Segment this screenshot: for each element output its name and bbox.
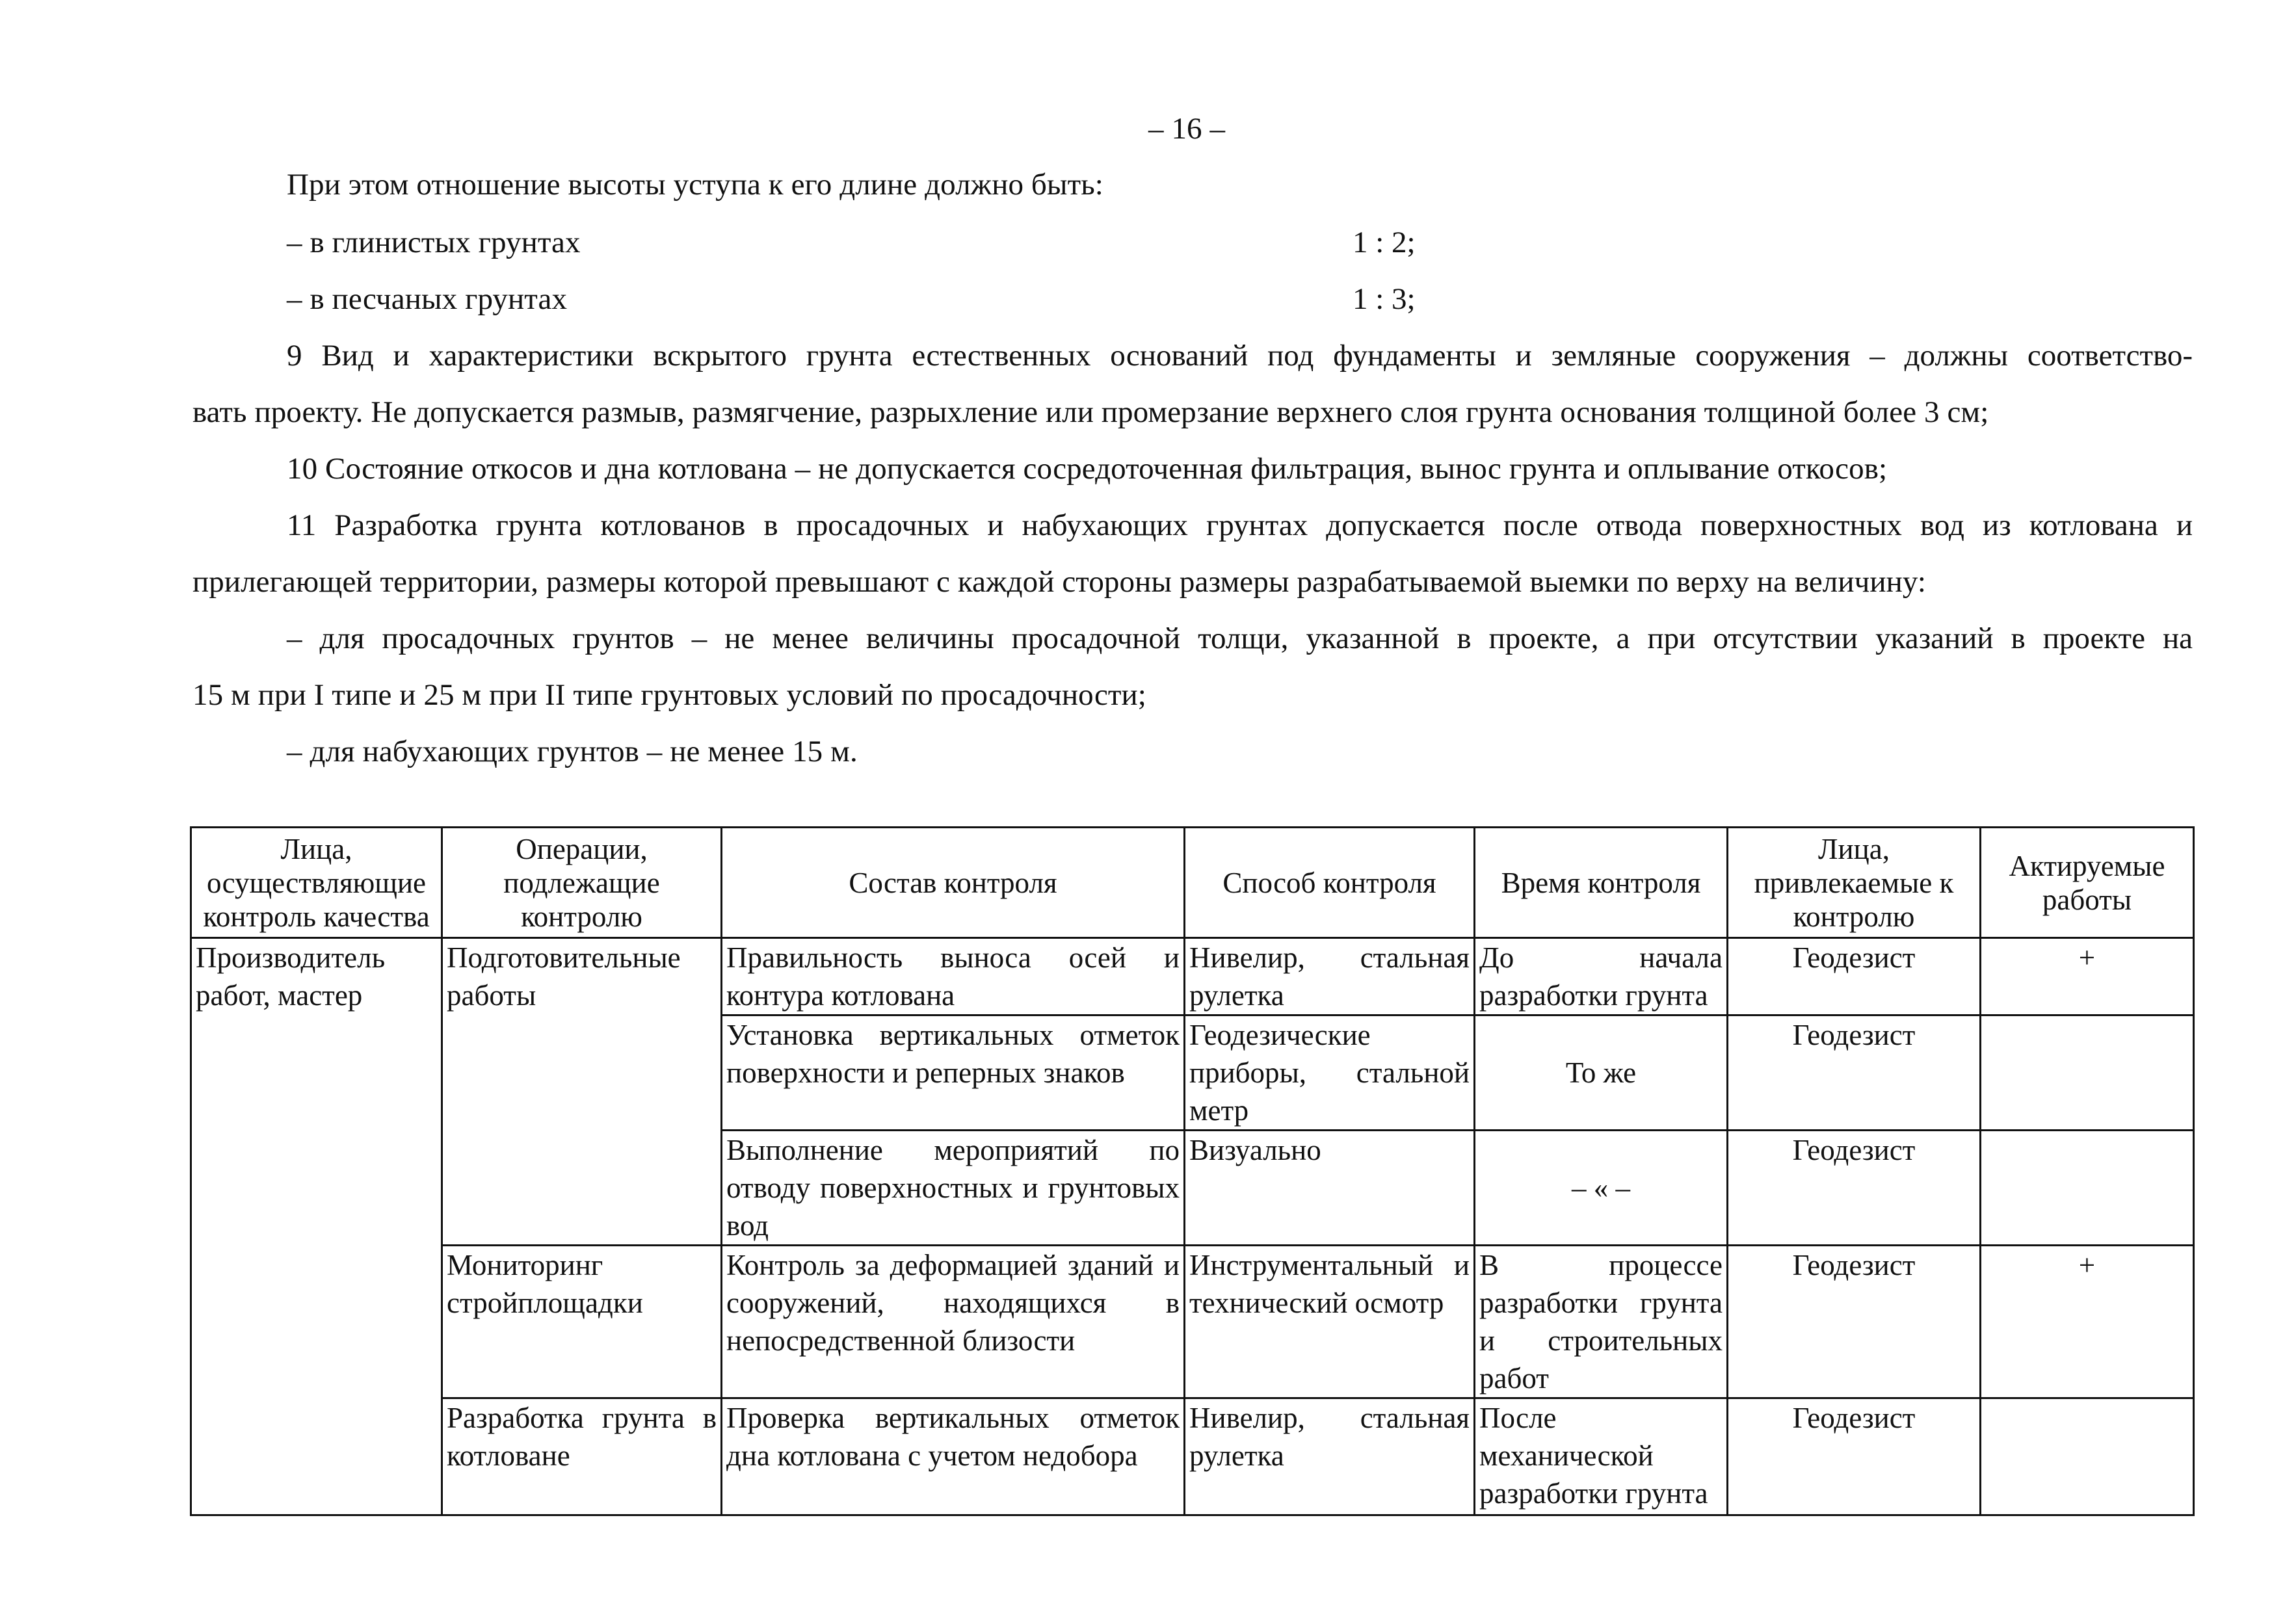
acted-work-cell (1981, 1398, 2194, 1515)
page-number: – 16 – (1148, 112, 1226, 146)
clay-soil-label: – в глинистых грунтах (287, 226, 581, 259)
control-method-cell: Нивелир, стальная рулетка (1185, 938, 1475, 1015)
involved-person-cell: Геодезист (1728, 1398, 1981, 1515)
quality-control-table (190, 826, 2195, 1516)
header-control-time: Время контроля (1475, 828, 1728, 938)
table-row (191, 1398, 2194, 1515)
paragraph-11-line-1: 11 Разработка грунта котлованов в просадочных и набухающих грунтах допускается после отвода поверхностных вод из котлована и (287, 508, 2193, 542)
bullet-1-line-2: 15 м при I типе и 25 м при II типе грунтовых условий по просадочности; (192, 678, 1146, 712)
paragraph-11-line-2: прилегающей территории, размеры которой превышают с каждой стороны размеры разрабатываемой выемки по верху на величину: (192, 565, 1926, 599)
header-involved-persons: Лица, привлекаемые к контролю (1728, 828, 1981, 938)
control-time-cell: После механической разработки грунта (1475, 1398, 1728, 1515)
header-acted-works: Актируемые работы (1981, 828, 2194, 938)
control-time-cell: То же (1475, 1015, 1728, 1131)
control-time-cell: До начала разработки грунта (1475, 938, 1728, 1015)
operation-digging-cell: Разработка грунта в котловане (442, 1398, 722, 1515)
control-method-cell: Геодезические приборы, стальной метр (1185, 1015, 1475, 1131)
involved-person-cell: Геодезист (1728, 1131, 1981, 1246)
acted-work-cell (1981, 1131, 2194, 1246)
sand-soil-ratio: 1 : 3; (1353, 282, 1416, 316)
control-content-cell: Правильность выноса осей и контура котлована (722, 938, 1185, 1015)
control-method-cell: Инструментальный и технический осмотр (1185, 1246, 1475, 1398)
acted-work-cell: + (1981, 938, 2194, 1015)
acted-work-cell (1981, 1015, 2194, 1131)
control-time-cell: – « – (1475, 1131, 1728, 1246)
operation-prep-cell: Подготовительные работы (442, 938, 722, 1246)
header-control-method: Способ контроля (1185, 828, 1475, 938)
involved-person-cell: Геодезист (1728, 938, 1981, 1015)
bullet-2: – для набухающих грунтов – не менее 15 м. (287, 735, 858, 768)
control-content-cell: Выполнение мероприятий по отводу поверхностных и грунтовых вод (722, 1131, 1185, 1246)
performer-cell: Производитель работ, мастер (191, 938, 442, 1515)
paragraph-10: 10 Состояние откосов и дна котлована – не допускается сосредоточенная фильтрация, вынос грунта и оплывание откосов; (287, 452, 1888, 486)
involved-person-cell: Геодезист (1728, 1015, 1981, 1131)
control-time-cell: В процессе разработки грунта и строительных работ (1475, 1246, 1728, 1398)
intro-paragraph: При этом отношение высоты уступа к его длине должно быть: (287, 168, 1103, 202)
bullet-1-line-1: – для просадочных грунтов – не менее величины просадочной толщи, указанной в проекте, а при отсутствии указаний в проекте на (287, 622, 2193, 655)
table-row (191, 1246, 2194, 1398)
operation-monitoring-cell: Мониторинг стройплощадки (442, 1246, 722, 1398)
control-content-cell: Контроль за деформацией зданий и сооружений, находящихся в непосредственной близости (722, 1246, 1185, 1398)
table-row (191, 938, 2194, 1015)
table-header-row (191, 828, 2194, 938)
paragraph-9-line-1: 9 Вид и характеристики вскрытого грунта естественных оснований под фундаменты и земляные сооружения – должны соответство- (287, 339, 2193, 373)
header-responsible: Лица, осуществляющие контроль качества (191, 828, 442, 938)
control-content-cell: Установка вертикальных отметок поверхности и реперных знаков (722, 1015, 1185, 1131)
header-control-content: Состав контроля (722, 828, 1185, 938)
control-method-cell: Нивелир, стальная рулетка (1185, 1398, 1475, 1515)
paragraph-9-line-2: вать проекту. Не допускается размыв, размягчение, разрыхление или промерзание верхнего слоя грунта основания толщиной более 3 см; (192, 395, 1989, 429)
control-content-cell: Проверка вертикальных отметок дна котлована с учетом недобора (722, 1398, 1185, 1515)
acted-work-cell: + (1981, 1246, 2194, 1398)
sand-soil-label: – в песчаных грунтах (287, 282, 568, 316)
involved-person-cell: Геодезист (1728, 1246, 1981, 1398)
clay-soil-ratio: 1 : 2; (1353, 226, 1416, 259)
control-method-cell: Визуально (1185, 1131, 1475, 1246)
header-operations: Операции, подлежащие контролю (442, 828, 722, 938)
